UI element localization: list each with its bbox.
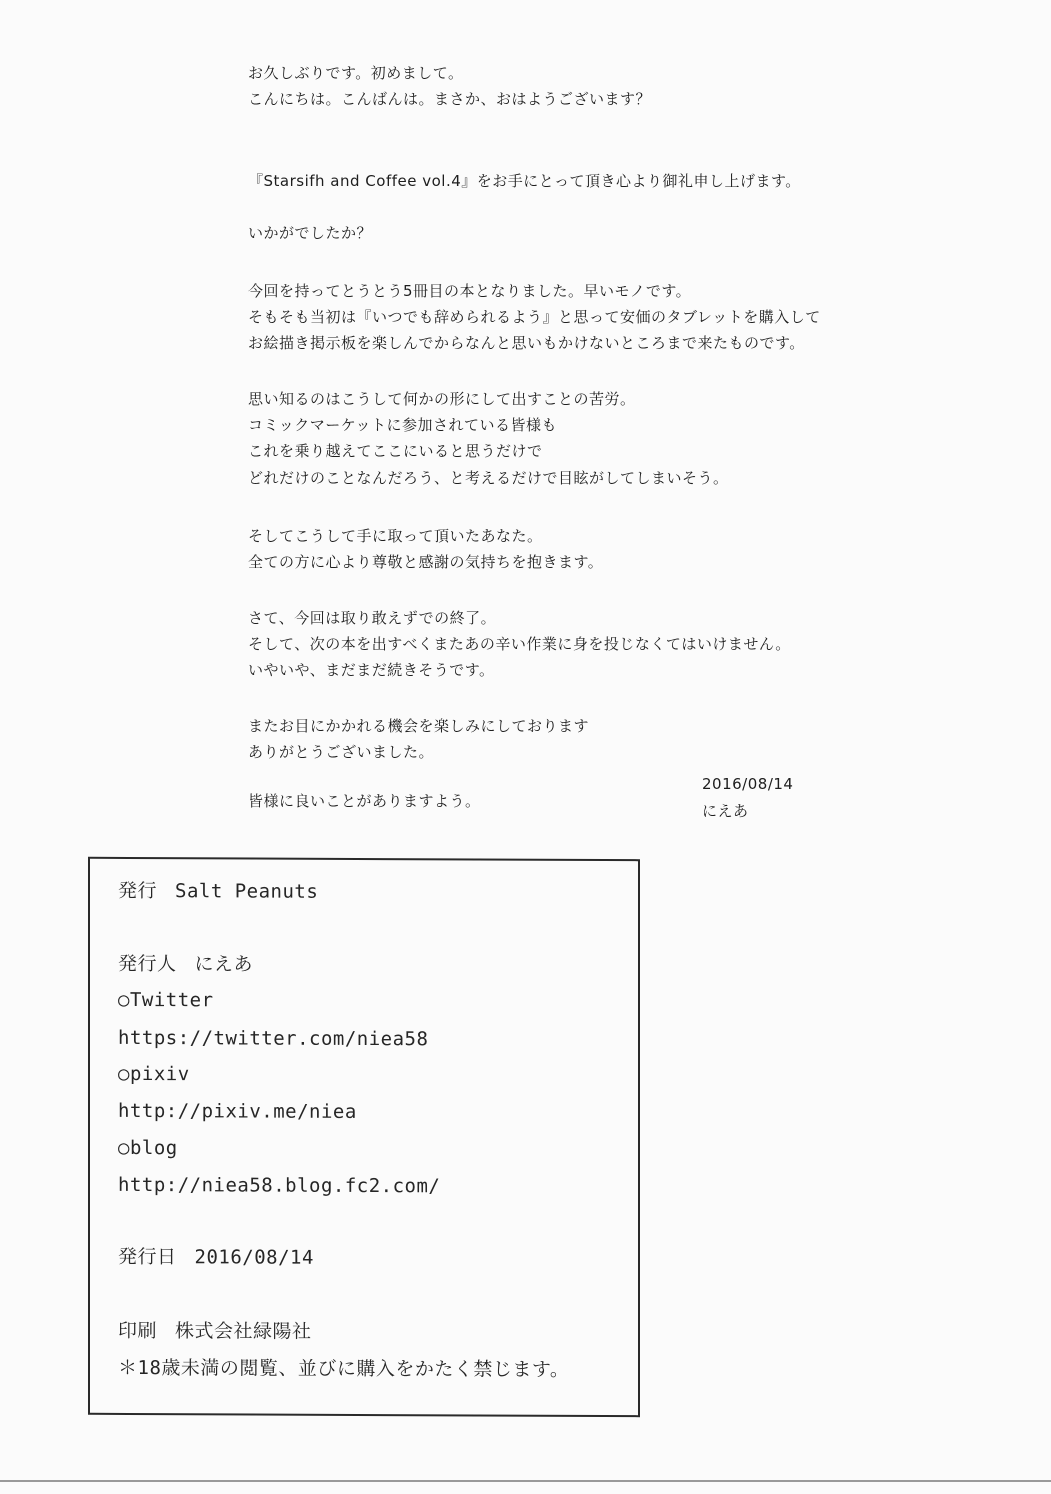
age-restriction-notice: ＊18歳未満の閲覧、並びに購入をかたく禁じます。 bbox=[118, 1356, 570, 1381]
printer-label: 印刷 bbox=[118, 1319, 158, 1343]
date-value: 2016/08/14 bbox=[194, 1246, 314, 1269]
afterword-line: そもそも当初は『いつでも辞められるよう』と思って安価のタブレットを購入して bbox=[248, 308, 821, 326]
afterword-line: ありがとうございました。 bbox=[248, 743, 435, 761]
publisher-label: 発行 bbox=[118, 879, 158, 903]
afterword-line: そして、次の本を出すべくまたあの辛い作業に身を投じなくてはいけません。 bbox=[248, 635, 791, 653]
signature-author: にえあ bbox=[702, 802, 749, 820]
publisher-value: Salt Peanuts bbox=[175, 880, 319, 903]
signature-block bbox=[702, 771, 793, 825]
afterword-line: またお目にかかれる機会を楽しみにしております bbox=[248, 717, 590, 735]
colophon-date bbox=[118, 1245, 314, 1270]
twitter-label: ○Twitter bbox=[118, 988, 214, 1012]
issuer-label: 発行人 bbox=[118, 952, 177, 976]
afterword-line: こんにちは。こんばんは。まさか、おはようございます？ bbox=[248, 90, 652, 108]
colophon-box bbox=[88, 857, 640, 1417]
signoff-text: 皆様に良いことがありますよう。 bbox=[248, 792, 481, 810]
afterword-line: 今回を持ってとうとう5冊目の本となりました。早いモノです。 bbox=[248, 282, 692, 300]
colophon-printer bbox=[118, 1319, 312, 1344]
issuer-value: にえあ bbox=[194, 953, 254, 976]
signature-date: 2016/08/14 bbox=[702, 775, 794, 793]
afterword-line: どれだけのことなんだろう、と考えるだけで目眩がしてしまいそう。 bbox=[248, 469, 729, 487]
printer-value: 株式会社緑陽社 bbox=[175, 1320, 312, 1343]
pixiv-label: ○pixiv bbox=[118, 1062, 190, 1086]
afterword-line: いやいや、まだまだ続きそうです。 bbox=[248, 661, 495, 679]
blog-label: ○blog bbox=[118, 1136, 178, 1160]
afterword-line: これを乗り越えてここにいると思うだけで bbox=[248, 442, 543, 460]
date-label: 発行日 bbox=[118, 1245, 177, 1269]
afterword-line: お絵描き掲示板を楽しんでからなんと思いもかけないところまで来たものです。 bbox=[248, 334, 805, 352]
pixiv-url: http://pixiv.me/niea bbox=[118, 1099, 357, 1123]
afterword-line: さて、今回は取り敢えずでの終了。 bbox=[248, 609, 497, 627]
twitter-url: https://twitter.com/niea58 bbox=[118, 1026, 429, 1051]
afterword-line: コミックマーケットに参加されている皆様も bbox=[248, 416, 557, 434]
afterword-line: 思い知るのはこうして何かの形にして出すことの苦労。 bbox=[248, 390, 636, 408]
afterword-line: いかがでしたか？ bbox=[248, 224, 373, 242]
afterword-line: 『Starsifh and Coffee vol.4』をお手にとって頂き心より御礼申し上げます。 bbox=[248, 172, 801, 190]
colophon-publisher bbox=[118, 879, 318, 904]
page-edge-line bbox=[0, 1480, 1051, 1482]
afterword-line: 全ての方に心より尊敬と感謝の気持ちを抱きます。 bbox=[248, 553, 604, 571]
afterword-line: そしてこうして手に取って頂いたあなた。 bbox=[248, 527, 543, 545]
colophon-issuer bbox=[118, 952, 253, 977]
afterword-line: お久しぶりです。初めまして。 bbox=[248, 64, 464, 82]
afterword-text bbox=[248, 60, 848, 765]
blog-url: http://niea58.blog.fc2.com/ bbox=[118, 1173, 441, 1198]
